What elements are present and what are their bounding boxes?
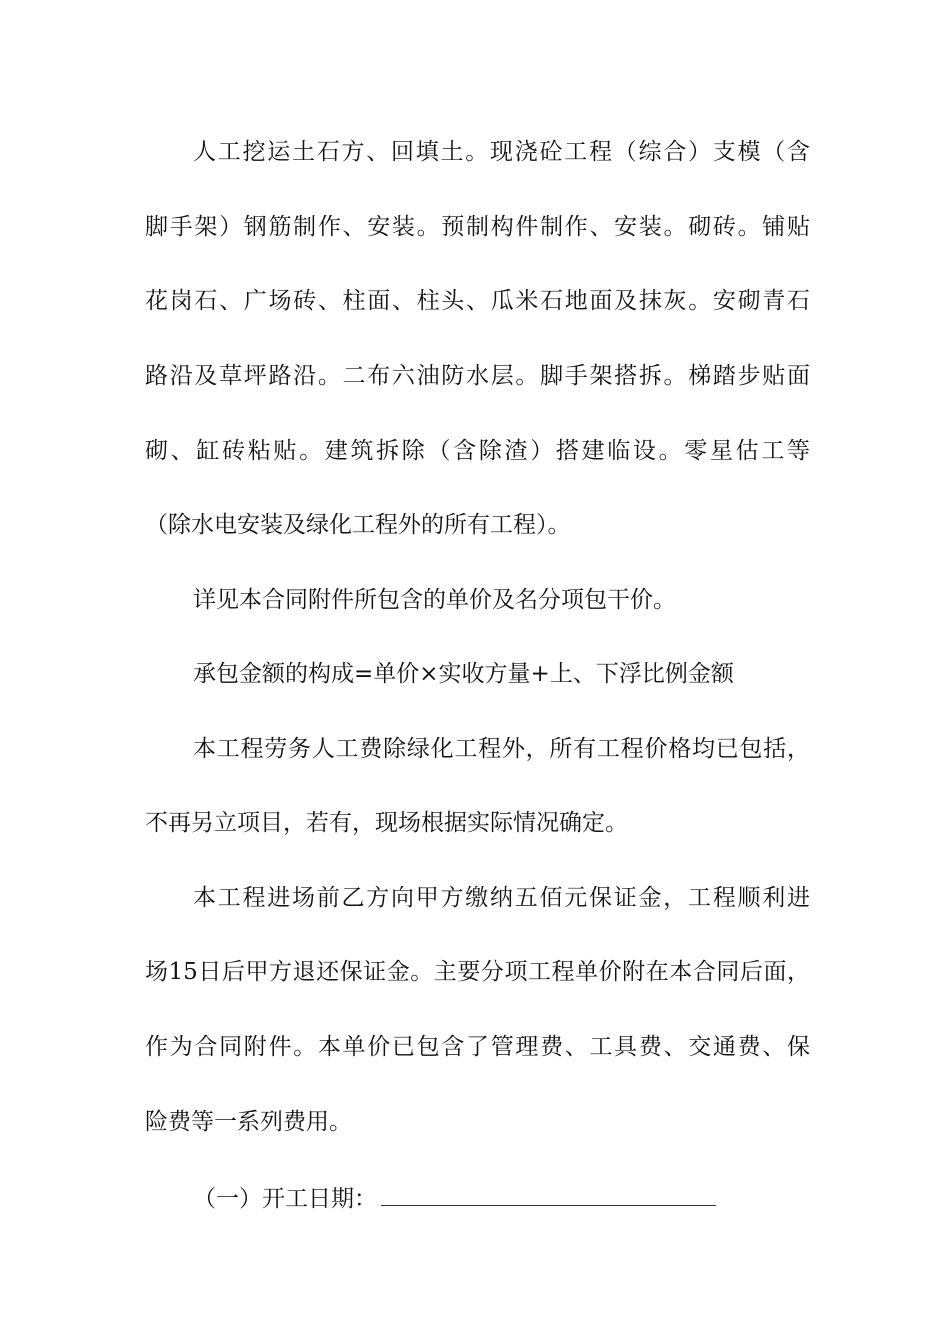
paragraph-line: 本工程劳务人工费除绿化工程外，所有工程价格均已包括， (193, 736, 810, 762)
paragraph-line: 脚手架）钢筋制作、安装。预制构件制作、安装。砌砖。铺贴 (145, 214, 810, 240)
paragraph-line: 砌、缸砖粘贴。建筑拆除（含除渣）搭建临设。零星估工等 (145, 438, 810, 464)
start-date-label: （一）开工日期： (193, 1186, 377, 1212)
paragraph-line: 不再另立项目，若有，现场根据实际情况确定。 (145, 810, 628, 836)
paragraph-line: 路沿及草坪路沿。二布六油防水层。脚手架搭拆。梯踏步贴面 (145, 363, 810, 389)
paragraph-line: 承包金额的构成=单价×实收方量+上、下浮比例金额 (193, 661, 734, 687)
paragraph-line: 场15日后甲方退还保证金。主要分项工程单价附在本合同后面， (145, 959, 810, 985)
paragraph-line: 人工挖运土石方、回填土。现浇砼工程（综合）支模（含 (193, 139, 810, 165)
paragraph-line: 本工程进场前乙方向甲方缴纳五佰元保证金，工程顺利进 (193, 885, 810, 911)
start-date-row (193, 1183, 810, 1214)
paragraph-line: 险费等一系列费用。 (145, 1109, 352, 1135)
start-date-blank-field[interactable] (381, 1183, 716, 1206)
paragraph-line: 详见本合同附件所包含的单价及名分项包干价。 (193, 587, 676, 613)
paragraph-line: 作为合同附件。本单价已包含了管理费、工具费、交通费、保 (145, 1034, 810, 1060)
paragraph-line: （除水电安装及绿化工程外的所有工程）。 (145, 512, 571, 538)
paragraph-line: 花岗石、广场砖、柱面、柱头、瓜米石地面及抹灰。安砌青石 (145, 288, 810, 314)
